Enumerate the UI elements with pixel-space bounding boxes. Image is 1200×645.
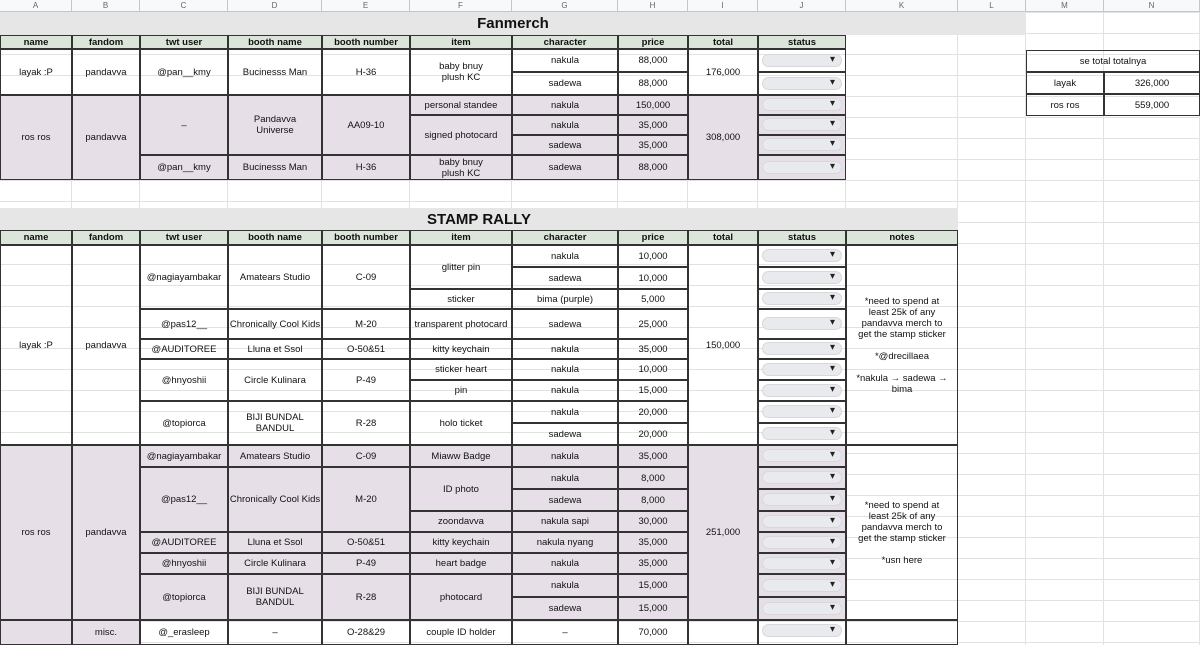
stamp-header-item: item — [410, 230, 512, 245]
stamp-booth-name: – — [228, 620, 322, 645]
status-dropdown[interactable] — [762, 515, 842, 528]
status-dropdown[interactable] — [762, 624, 842, 637]
status-dropdown[interactable] — [762, 138, 842, 151]
status-dropdown[interactable] — [762, 557, 842, 570]
stamp-character: bima (purple) — [512, 289, 618, 309]
stamp-booth-name: Chronically Cool Kids — [228, 309, 322, 339]
column-header-j[interactable]: J — [758, 0, 846, 12]
fanmerch-booth-name: Bucinesss Man — [228, 49, 322, 95]
stamp-header-booth-number: booth number — [322, 230, 410, 245]
stamp-fandom: pandavva — [72, 245, 140, 445]
stamp-header-booth-name: booth name — [228, 230, 322, 245]
stamp-character: nakula — [512, 245, 618, 267]
stamp-character: nakula — [512, 359, 618, 380]
fanmerch-item: baby bnuy plush KC — [410, 155, 512, 180]
fanmerch-character: nakula — [512, 95, 618, 115]
stamp-price: 5,000 — [618, 289, 688, 309]
stamp-fandom: pandavva — [72, 445, 140, 620]
stamp-price: 20,000 — [618, 423, 688, 445]
status-dropdown[interactable] — [762, 249, 842, 262]
column-header-c[interactable]: C — [140, 0, 228, 12]
fanmerch-header-fandom: fandom — [72, 35, 140, 49]
stamp-booth-number: C-09 — [322, 245, 410, 309]
stamp-twt-user: @topiorca — [140, 574, 228, 620]
fanmerch-header-status: status — [758, 35, 846, 49]
stamp-price: 15,000 — [618, 574, 688, 597]
status-dropdown[interactable] — [762, 98, 842, 111]
fanmerch-total: 176,000 — [688, 49, 758, 95]
column-header-g[interactable]: G — [512, 0, 618, 12]
column-header-b[interactable]: B — [72, 0, 140, 12]
stamp-notes: *need to spend at least 25k of any pandavva merch to get the stamp sticker *@drecillaea *nakula → sadewa → bima — [846, 245, 958, 445]
fanmerch-item: baby bnuy plush KC — [410, 49, 512, 95]
stamp-item: sticker — [410, 289, 512, 309]
stamp-price: 70,000 — [618, 620, 688, 645]
stamp-twt-user: @AUDITOREE — [140, 532, 228, 553]
stamp-price: 25,000 — [618, 309, 688, 339]
stamp-character: nakula — [512, 574, 618, 597]
status-dropdown[interactable] — [762, 493, 842, 506]
stamp-booth-name: BIJI BUNDAL BANDUL — [228, 574, 322, 620]
fanmerch-booth-name: Bucinesss Man — [228, 155, 322, 180]
stamp-character: nakula — [512, 339, 618, 359]
fanmerch-fandom: pandavva — [72, 49, 140, 95]
stamp-header-name: name — [0, 230, 72, 245]
fanmerch-twt-user: @pan__kmy — [140, 155, 228, 180]
stamp-twt-user: @topiorca — [140, 401, 228, 445]
stamp-character: nakula nyang — [512, 532, 618, 553]
summary-title: se total totalnya — [1026, 50, 1200, 72]
status-dropdown[interactable] — [762, 579, 842, 592]
stamp-item: couple ID holder — [410, 620, 512, 645]
stamp-item: ID photo — [410, 467, 512, 511]
stamp-item: Miaww Badge — [410, 445, 512, 467]
summary-total: 326,000 — [1104, 72, 1200, 94]
stamp-total — [688, 620, 758, 645]
column-header-l[interactable]: L — [958, 0, 1026, 12]
stamp-price: 20,000 — [618, 401, 688, 423]
column-header-d[interactable]: D — [228, 0, 322, 12]
fanmerch-twt-user: – — [140, 95, 228, 155]
stamp-price: 10,000 — [618, 245, 688, 267]
stamp-item: holo ticket — [410, 401, 512, 445]
fanmerch-booth-number: H-36 — [322, 155, 410, 180]
summary-name: layak — [1026, 72, 1104, 94]
stamp-booth-number: M-20 — [322, 309, 410, 339]
fanmerch-header-total: total — [688, 35, 758, 49]
column-header-e[interactable]: E — [322, 0, 410, 12]
stamp-twt-user: @nagiayambakar — [140, 445, 228, 467]
stamp-item: heart badge — [410, 553, 512, 574]
fanmerch-character: nakula — [512, 49, 618, 72]
stamp-header-character: character — [512, 230, 618, 245]
fanmerch-name: layak :P — [0, 49, 72, 95]
status-dropdown[interactable] — [762, 471, 842, 484]
stamp-booth-number: O-50&51 — [322, 339, 410, 359]
fanmerch-total: 308,000 — [688, 95, 758, 180]
stamp-price: 15,000 — [618, 597, 688, 620]
status-dropdown[interactable] — [762, 384, 842, 397]
stamp-name: ros ros — [0, 445, 72, 620]
fanmerch-character: sadewa — [512, 72, 618, 95]
fanmerch-title: Fanmerch — [0, 12, 1026, 35]
stamp-character: sadewa — [512, 309, 618, 339]
status-dropdown[interactable] — [762, 405, 842, 418]
stamp-booth-number: R-28 — [322, 574, 410, 620]
fanmerch-header-price: price — [618, 35, 688, 49]
stamp-item: glitter pin — [410, 245, 512, 289]
summary-total: 559,000 — [1104, 94, 1200, 116]
stamp-price: 10,000 — [618, 359, 688, 380]
fanmerch-header-booth-name: booth name — [228, 35, 322, 49]
fanmerch-booth-number: H-36 — [322, 49, 410, 95]
stamp-character: sadewa — [512, 267, 618, 289]
stamp-character: nakula — [512, 467, 618, 489]
stamp-twt-user: @AUDITOREE — [140, 339, 228, 359]
stamp-twt-user: @hnyoshii — [140, 553, 228, 574]
status-dropdown[interactable] — [762, 271, 842, 284]
fanmerch-price: 88,000 — [618, 49, 688, 72]
stamp-header-price: price — [618, 230, 688, 245]
stamp-header-fandom: fandom — [72, 230, 140, 245]
fanmerch-character: nakula — [512, 115, 618, 135]
status-dropdown[interactable] — [762, 363, 842, 376]
stamp-booth-number: M-20 — [322, 467, 410, 532]
column-header-n[interactable]: N — [1104, 0, 1200, 12]
stamp-booth-name: Circle Kulinara — [228, 553, 322, 574]
stamp-price: 10,000 — [618, 267, 688, 289]
fanmerch-name: ros ros — [0, 95, 72, 180]
stamp-character: nakula — [512, 445, 618, 467]
stamp-price: 35,000 — [618, 445, 688, 467]
status-dropdown[interactable] — [762, 292, 842, 305]
fanmerch-character: sadewa — [512, 135, 618, 155]
stamp-fandom: misc. — [72, 620, 140, 645]
stamp-item: kitty keychain — [410, 532, 512, 553]
stamp-booth-name: Circle Kulinara — [228, 359, 322, 401]
stamp-item: zoondavva — [410, 511, 512, 532]
stamp-notes: *need to spend at least 25k of any pandavva merch to get the stamp sticker *usn here — [846, 445, 958, 620]
fanmerch-price: 150,000 — [618, 95, 688, 115]
status-dropdown[interactable] — [762, 54, 842, 67]
stamp-price: 8,000 — [618, 489, 688, 511]
fanmerch-price: 88,000 — [618, 72, 688, 95]
fanmerch-price: 35,000 — [618, 135, 688, 155]
stamp-booth-number: O-50&51 — [322, 532, 410, 553]
stamp-booth-number: P-49 — [322, 359, 410, 401]
stamp-booth-number: C-09 — [322, 445, 410, 467]
stamp-booth-name: Lluna et Ssol — [228, 532, 322, 553]
fanmerch-header-twt-user: twt user — [140, 35, 228, 49]
status-dropdown[interactable] — [762, 161, 842, 174]
fanmerch-item: signed photocard — [410, 115, 512, 155]
column-header-h[interactable]: H — [618, 0, 688, 12]
status-dropdown[interactable] — [762, 342, 842, 355]
stamp-character: sadewa — [512, 423, 618, 445]
stamp-booth-name: Amatears Studio — [228, 245, 322, 309]
stamp-header-twt-user: twt user — [140, 230, 228, 245]
stamp-character: sadewa — [512, 489, 618, 511]
fanmerch-header-character: character — [512, 35, 618, 49]
stamp-booth-name: Lluna et Ssol — [228, 339, 322, 359]
fanmerch-character: sadewa — [512, 155, 618, 180]
stamp-character: nakula sapi — [512, 511, 618, 532]
status-dropdown[interactable] — [762, 317, 842, 330]
stamp-character: sadewa — [512, 597, 618, 620]
stamp-twt-user: @nagiayambakar — [140, 245, 228, 309]
column-header-m[interactable]: M — [1026, 0, 1104, 12]
fanmerch-header-booth-number: booth number — [322, 35, 410, 49]
stamp-name — [0, 620, 72, 645]
stamp-price: 30,000 — [618, 511, 688, 532]
status-dropdown[interactable] — [762, 449, 842, 462]
stamp-character: – — [512, 620, 618, 645]
summary-name: ros ros — [1026, 94, 1104, 116]
stamp-character: nakula — [512, 380, 618, 401]
grid-hline — [0, 201, 1200, 202]
column-header-f[interactable]: F — [410, 0, 512, 12]
stamp-item: photocard — [410, 574, 512, 620]
fanmerch-booth-name: Pandavva Universe — [228, 95, 322, 155]
status-dropdown[interactable] — [762, 602, 842, 615]
fanmerch-fandom: pandavva — [72, 95, 140, 180]
stamp-booth-name: Amatears Studio — [228, 445, 322, 467]
grid-hline — [0, 180, 1200, 181]
stamp-booth-number: R-28 — [322, 401, 410, 445]
status-dropdown[interactable] — [762, 536, 842, 549]
stamp-price: 35,000 — [618, 553, 688, 574]
stamp-item: pin — [410, 380, 512, 401]
stamp-price: 35,000 — [618, 532, 688, 553]
fanmerch-price: 35,000 — [618, 115, 688, 135]
stamp-title: STAMP RALLY — [0, 208, 958, 230]
stamp-item: kitty keychain — [410, 339, 512, 359]
stamp-total: 251,000 — [688, 445, 758, 620]
stamp-booth-name: Chronically Cool Kids — [228, 467, 322, 532]
column-header-k[interactable]: K — [846, 0, 958, 12]
stamp-total: 150,000 — [688, 245, 758, 445]
stamp-booth-number: O-28&29 — [322, 620, 410, 645]
stamp-price: 35,000 — [618, 339, 688, 359]
stamp-item: sticker heart — [410, 359, 512, 380]
stamp-price: 8,000 — [618, 467, 688, 489]
column-header-a[interactable]: A — [0, 0, 72, 12]
stamp-price: 15,000 — [618, 380, 688, 401]
stamp-twt-user: @hnyoshii — [140, 359, 228, 401]
stamp-twt-user: @pas12__ — [140, 309, 228, 339]
stamp-character: nakula — [512, 401, 618, 423]
column-header-i[interactable]: I — [688, 0, 758, 12]
stamp-header-total: total — [688, 230, 758, 245]
stamp-header-notes: notes — [846, 230, 958, 245]
stamp-name: layak :P — [0, 245, 72, 445]
fanmerch-header-name: name — [0, 35, 72, 49]
fanmerch-header-item: item — [410, 35, 512, 49]
fanmerch-price: 88,000 — [618, 155, 688, 180]
fanmerch-item: personal standee — [410, 95, 512, 115]
stamp-header-status: status — [758, 230, 846, 245]
stamp-character: nakula — [512, 553, 618, 574]
fanmerch-twt-user: @pan__kmy — [140, 49, 228, 95]
fanmerch-booth-number: AA09-10 — [322, 95, 410, 155]
status-dropdown[interactable] — [762, 118, 842, 131]
stamp-item: transparent photocard — [410, 309, 512, 339]
stamp-twt-user: @pas12__ — [140, 467, 228, 532]
stamp-booth-name: BIJI BUNDAL BANDUL — [228, 401, 322, 445]
stamp-twt-user: @_erasleep — [140, 620, 228, 645]
status-dropdown[interactable] — [762, 427, 842, 440]
status-dropdown[interactable] — [762, 77, 842, 90]
stamp-booth-number: P-49 — [322, 553, 410, 574]
stamp-notes — [846, 620, 958, 645]
